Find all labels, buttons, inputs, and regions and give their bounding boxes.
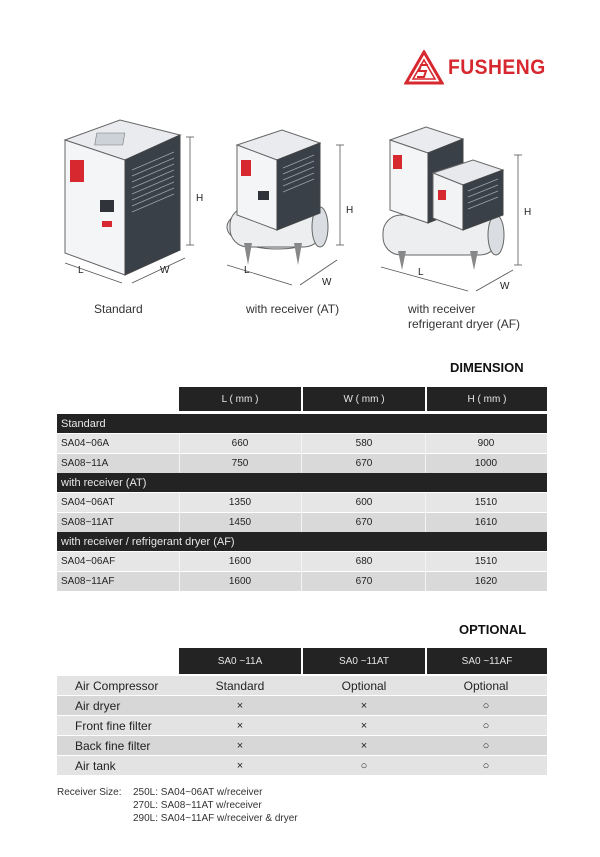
receiver-line: 250L: SA04~06AT w/receiver (133, 787, 263, 798)
model-cell: SA08~11AT (61, 517, 114, 528)
w-cell: 670 (355, 576, 373, 587)
model-cell: SA08~11A (61, 458, 109, 469)
w-cell: 670 (355, 517, 373, 528)
model-cell: SA08~11AF (61, 576, 115, 587)
at-cell: ○ (360, 759, 368, 772)
table-row (57, 454, 547, 473)
receiver-line: 270L: SA08~11AT w/receiver (133, 800, 262, 811)
af-cell: Optional (463, 678, 509, 693)
product-with-receiver-dryer (378, 115, 538, 295)
group-band-standard: Standard (57, 414, 547, 433)
col-header-l: L ( mm ) (179, 387, 301, 411)
column-divider (301, 552, 302, 591)
table-row (57, 676, 547, 695)
table-row (57, 696, 547, 715)
h-cell: 1610 (474, 517, 498, 528)
dim-label-l: L (78, 265, 84, 276)
w-cell: 670 (355, 458, 373, 469)
table-row (57, 736, 547, 755)
at-cell: × (360, 699, 368, 712)
at-cell: Optional (341, 678, 387, 693)
l-cell: 750 (231, 458, 249, 469)
table-row (57, 756, 547, 775)
table-row (57, 493, 547, 512)
af-cell: ○ (482, 719, 490, 732)
column-divider (179, 493, 180, 532)
col-header-at: SA0 ~11AT (303, 648, 425, 674)
col-header-h: H ( mm ) (427, 387, 547, 411)
column-divider (425, 434, 426, 473)
receiver-label: Receiver Size: (57, 787, 122, 798)
product-illustrations (0, 115, 600, 340)
column-divider (301, 493, 302, 532)
receiver-size-note (57, 786, 298, 825)
h-cell: 900 (477, 438, 495, 449)
table-row (57, 552, 547, 571)
table-row (57, 434, 547, 453)
l-cell: 1600 (228, 556, 252, 567)
table-row (57, 572, 547, 591)
a-cell: × (236, 719, 244, 732)
l-cell: 660 (231, 438, 249, 449)
col-header-af: SA0 ~11AF (427, 648, 547, 674)
fusheng-triangle-icon (404, 50, 444, 86)
dimension-title: DIMENSION (450, 360, 524, 375)
model-cell: SA04~06A (61, 438, 110, 449)
column-divider (425, 493, 426, 532)
h-cell: 1510 (474, 497, 498, 508)
group-band-with-receiver: with receiver (AT) (57, 473, 547, 492)
column-divider (179, 552, 180, 591)
dim-label-w: W (322, 277, 332, 288)
af-cell: ○ (482, 739, 490, 752)
standard-compressor-illustration (60, 115, 210, 285)
table-row (57, 513, 547, 532)
at-cell: × (360, 719, 368, 732)
column-divider (179, 434, 180, 473)
product-standard (60, 115, 210, 285)
item-cell: Back fine filter (75, 738, 151, 753)
caption-with-receiver: with receiver (AT) (246, 302, 340, 316)
model-cell: SA04~06AT (61, 497, 115, 508)
caption-standard: Standard (94, 302, 143, 316)
item-cell: Front fine filter (75, 718, 152, 733)
item-cell: Air Compressor (75, 678, 159, 693)
h-cell: 1000 (474, 458, 498, 469)
caption-with-receiver-dryer: with receiver refrigerant dryer (AF) (408, 302, 521, 331)
at-cell: × (360, 739, 368, 752)
dim-label-l: L (244, 265, 250, 276)
l-cell: 1450 (228, 517, 252, 528)
a-cell: × (236, 699, 244, 712)
table-row (57, 716, 547, 735)
l-cell: 1600 (228, 576, 252, 587)
h-cell: 1620 (474, 576, 498, 587)
a-cell: × (236, 739, 244, 752)
dim-label-h: H (196, 193, 204, 204)
optional-table (57, 648, 547, 774)
af-cell: ○ (482, 699, 490, 712)
column-divider (301, 434, 302, 473)
col-header-a: SA0 ~11A (179, 648, 301, 674)
item-cell: Air tank (75, 758, 116, 773)
w-cell: 580 (355, 438, 373, 449)
w-cell: 600 (355, 497, 373, 508)
dim-label-w: W (500, 281, 510, 292)
product-with-receiver (222, 115, 372, 290)
af-cell: ○ (482, 759, 490, 772)
dim-label-h: H (346, 205, 354, 216)
receiver-line: 290L: SA04~11AF w/receiver & dryer (133, 813, 298, 824)
column-divider (425, 552, 426, 591)
optional-title: OPTIONAL (459, 622, 527, 637)
l-cell: 1350 (228, 497, 252, 508)
dim-label-w: W (160, 265, 170, 276)
dim-label-h: H (524, 207, 532, 218)
item-cell: Air dryer (75, 698, 121, 713)
group-band-with-receiver-dryer: with receiver / refrigerant dryer (AF) (57, 532, 547, 551)
h-cell: 1510 (474, 556, 498, 567)
a-cell: Standard (215, 678, 265, 693)
brand-name: FUSHENG (448, 56, 546, 79)
col-header-w: W ( mm ) (303, 387, 425, 411)
w-cell: 680 (355, 556, 373, 567)
model-cell: SA04~06AF (61, 556, 116, 567)
brand-logo (404, 50, 554, 86)
receiver-compressor-illustration (222, 115, 372, 290)
a-cell: × (236, 759, 244, 772)
dimension-table (57, 387, 547, 595)
dim-label-l: L (418, 267, 424, 278)
receiver-dryer-compressor-illustration (378, 115, 538, 295)
